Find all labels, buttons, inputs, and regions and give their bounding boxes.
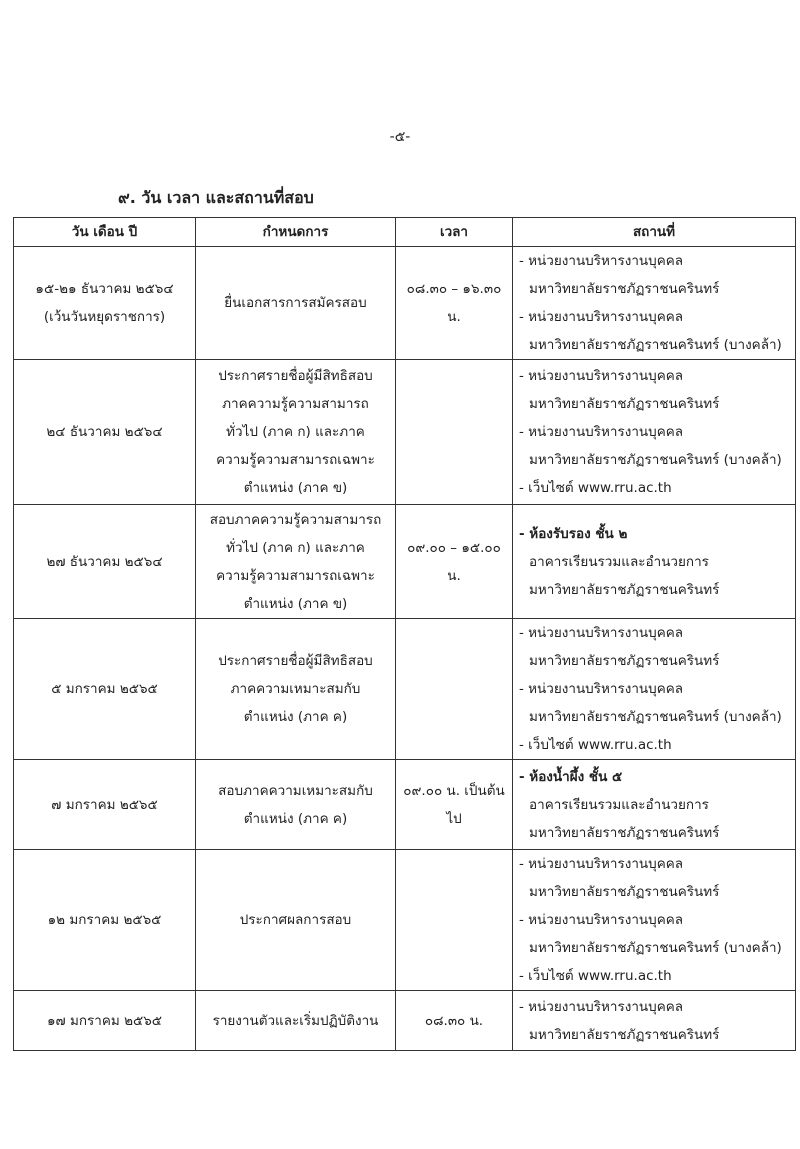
date-line: ๒๗ ธันวาคม ๒๕๖๔ xyxy=(46,553,163,570)
place-line: - หน่วยงานบริหารงานบุคคล xyxy=(519,368,684,384)
exam-schedule-table xyxy=(13,217,796,1051)
header-date: วัน เดือน ปี xyxy=(14,218,196,247)
date-line: ๑๗ มกราคม ๒๕๖๕ xyxy=(46,1012,163,1029)
date-line: ๗ มกราคม ๒๕๖๕ xyxy=(51,796,158,813)
schedule-line: ภาคความรู้ความสามารถ xyxy=(222,396,369,412)
header-schedule: กำหนดการ xyxy=(196,218,396,247)
place-line: มหาวิทยาลัยราชภัฏราชนครินทร์ xyxy=(529,581,720,598)
schedule-line: ความรู้ความสามารถเฉพาะ xyxy=(216,567,375,584)
table-row xyxy=(14,850,796,991)
date-cell xyxy=(14,850,196,991)
table-row xyxy=(14,247,796,360)
schedule-line: รายงานตัวและเริ่มปฏิบัติงาน xyxy=(212,1012,379,1029)
date-cell xyxy=(14,505,196,619)
place-line: มหาวิทยาลัยราชภัฏราชนครินทร์ xyxy=(529,396,720,412)
date-cell xyxy=(14,360,196,505)
table-row xyxy=(14,505,796,619)
header-place: สถานที่ xyxy=(513,218,796,247)
date-line: ๑๒ มกราคม ๒๕๖๕ xyxy=(47,912,162,928)
time-cell: ๐๘.๓๐ – ๑๖.๓๐ น. xyxy=(396,247,513,360)
place-line: - หน่วยงานบริหารงานบุคคล xyxy=(519,856,684,872)
place-line: - หน่วยงานบริหารงานบุคคล xyxy=(519,309,684,325)
place-line: มหาวิทยาลัยราชภัฏราชนครินทร์ (บางคล้า) xyxy=(529,337,782,353)
place-line: - หน่วยงานบริหารงานบุคคล xyxy=(519,912,684,928)
table-row xyxy=(14,360,796,505)
place-line: - หน่วยงานบริหารงานบุคคล xyxy=(519,625,684,641)
place-cell xyxy=(513,247,796,360)
place-cell xyxy=(513,360,796,505)
place-cell xyxy=(513,991,796,1051)
time-cell xyxy=(396,360,513,505)
schedule-cell xyxy=(196,760,396,850)
schedule-line: สอบภาคความเหมาะสมกับ xyxy=(218,782,373,799)
place-line: มหาวิทยาลัยราชภัฏราชนครินทร์ xyxy=(529,1026,720,1043)
date-cell xyxy=(14,991,196,1051)
place-line: - เว็บไซต์ www.rru.ac.th xyxy=(519,968,672,984)
time-cell xyxy=(396,850,513,991)
date-cell xyxy=(14,760,196,850)
date-cell xyxy=(14,247,196,360)
place-line: - หน่วยงานบริหารงานบุคคล xyxy=(519,253,684,269)
table-row xyxy=(14,991,796,1051)
time-cell: ๐๘.๓๐ น. xyxy=(396,991,513,1051)
table-header-row xyxy=(14,218,796,247)
schedule-cell xyxy=(196,619,396,760)
place-line: อาคารเรียนรวมและอำนวยการ xyxy=(529,553,709,570)
date-line: ๑๕-๒๑ ธันวาคม ๒๕๖๔ xyxy=(35,281,174,297)
place-line: - ห้องรับรอง ชั้น ๒ xyxy=(519,525,628,542)
place-line: มหาวิทยาลัยราชภัฏราชนครินทร์ xyxy=(529,281,720,297)
place-cell xyxy=(513,760,796,850)
schedule-cell xyxy=(196,360,396,505)
date-cell xyxy=(14,619,196,760)
schedule-cell xyxy=(196,247,396,360)
place-line: - หน่วยงานบริหารงานบุคคล xyxy=(519,424,684,440)
place-line: มหาวิทยาลัยราชภัฏราชนครินทร์ (บางคล้า) xyxy=(529,940,782,956)
place-cell xyxy=(513,619,796,760)
time-cell: ๐๙.๐๐ น. เป็นต้นไป xyxy=(396,760,513,850)
place-line: มหาวิทยาลัยราชภัฏราชนครินทร์ (บางคล้า) xyxy=(529,452,782,468)
place-line: มหาวิทยาลัยราชภัฏราชนครินทร์ (บางคล้า) xyxy=(529,709,782,725)
schedule-line: ประกาศรายชื่อผู้มีสิทธิสอบ xyxy=(218,653,373,669)
date-line: ๒๔ ธันวาคม ๒๕๖๔ xyxy=(46,424,163,440)
schedule-line: ตำแหน่ง (ภาค ข) xyxy=(243,480,348,496)
place-cell xyxy=(513,505,796,619)
schedule-cell xyxy=(196,505,396,619)
schedule-line: ประกาศรายชื่อผู้มีสิทธิสอบ xyxy=(218,368,373,384)
place-line: - หน่วยงานบริหารงานบุคคล xyxy=(519,998,684,1015)
schedule-line: สอบภาคความรู้ความสามารถ xyxy=(209,511,382,528)
schedule-line: ภาคความเหมาะสมกับ xyxy=(230,681,361,697)
place-line: มหาวิทยาลัยราชภัฏราชนครินทร์ xyxy=(529,653,720,669)
schedule-line: ความรู้ความสามารถเฉพาะ xyxy=(216,452,375,468)
date-line: (เว้นวันหยุดราชการ) xyxy=(43,309,166,325)
place-line: มหาวิทยาลัยราชภัฏราชนครินทร์ xyxy=(529,824,720,841)
place-line: อาคารเรียนรวมและอำนวยการ xyxy=(529,796,709,813)
page-number: -๕- xyxy=(389,129,411,145)
schedule-line: ตำแหน่ง (ภาค ข) xyxy=(243,595,348,612)
table-row xyxy=(14,619,796,760)
schedule-line: ยื่นเอกสารการสมัครสอบ xyxy=(224,295,367,311)
schedule-line: ประกาศผลการสอบ xyxy=(239,912,352,928)
table-row xyxy=(14,760,796,850)
schedule-cell xyxy=(196,991,396,1051)
time-cell: ๐๙.๐๐ – ๑๕.๐๐ น. xyxy=(396,505,513,619)
section-heading: ๙. วัน เวลา และสถานที่สอบ xyxy=(118,188,314,207)
schedule-line: ทั่วไป (ภาค ก) และภาค xyxy=(226,424,365,440)
schedule-line: ตำแหน่ง (ภาค ค) xyxy=(243,810,348,827)
place-line: - หน่วยงานบริหารงานบุคคล xyxy=(519,681,684,697)
schedule-line: ทั่วไป (ภาค ก) และภาค xyxy=(226,539,365,556)
date-line: ๕ มกราคม ๒๕๖๕ xyxy=(51,681,158,697)
place-cell xyxy=(513,850,796,991)
schedule-line: ตำแหน่ง (ภาค ค) xyxy=(243,709,348,725)
place-line: มหาวิทยาลัยราชภัฏราชนครินทร์ xyxy=(529,884,720,900)
place-line: - เว็บไซต์ www.rru.ac.th xyxy=(519,737,672,753)
place-line: - เว็บไซต์ www.rru.ac.th xyxy=(519,480,672,496)
schedule-cell xyxy=(196,850,396,991)
time-cell xyxy=(396,619,513,760)
header-time: เวลา xyxy=(396,218,513,247)
place-line: - ห้องน้ำผึ้ง ชั้น ๕ xyxy=(519,768,623,785)
